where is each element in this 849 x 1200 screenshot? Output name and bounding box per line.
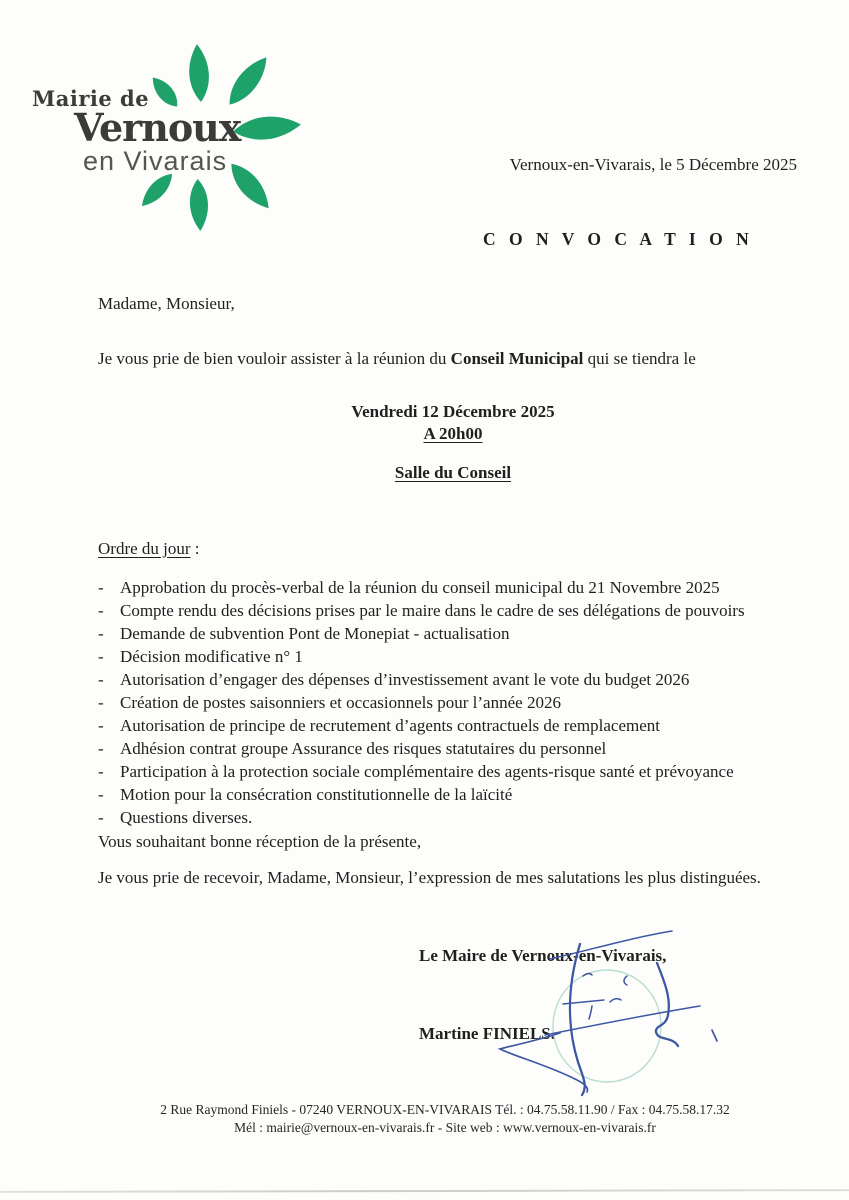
agenda-item-text: Autorisation d’engager des dépenses d’investissement avant le vote du budget 2026: [120, 670, 690, 689]
agenda-item: [98, 622, 798, 645]
logo-text-mairie-de: Mairie de: [32, 86, 150, 111]
agenda-item: [98, 668, 798, 691]
meeting-time: A 20h00: [423, 424, 483, 443]
agenda-item: [98, 714, 798, 737]
signature-ink: [500, 931, 717, 1095]
intro-after: qui se tiendra le: [583, 349, 696, 368]
intro-before: Je vous prie de bien vouloir assister à la réunion du: [98, 349, 451, 368]
agenda-item: [98, 645, 798, 668]
closing-line-2: Je vous prie de recevoir, Madame, Monsieur, l’expression de mes salutations les plus distinguées.: [98, 868, 761, 887]
dateline: Vernoux-en-Vivarais, le 5 Décembre 2025: [509, 155, 797, 174]
agenda-heading: [98, 538, 200, 559]
agenda-item-text: Demande de subvention Pont de Monepiat - actualisation: [120, 624, 510, 643]
agenda-item-text: Autorisation de principe de recrutement d’agents contractuels de remplacement: [120, 716, 660, 735]
agenda-item: [98, 760, 798, 783]
agenda-heading-colon: :: [190, 539, 200, 558]
agenda-item-text: Participation à la protection sociale complémentaire des agents-risque santé et prévoyance: [120, 762, 734, 781]
salutation: Madame, Monsieur,: [98, 294, 235, 313]
agenda-item-dash: -: [98, 785, 104, 804]
footer-address-line: 2 Rue Raymond Finiels - 07240 VERNOUX-EN-VIVARAIS Tél. : 04.75.58.11.90 / Fax : 04.75.58.17.32: [160, 1102, 730, 1117]
agenda-item: [98, 691, 798, 714]
closing-line-1: Vous souhaitant bonne réception de la présente,: [98, 832, 422, 851]
handwritten-signature: [460, 918, 849, 1103]
footer: [40, 1101, 849, 1136]
agenda-item-dash: -: [98, 693, 104, 712]
agenda-item-dash: -: [98, 716, 104, 735]
agenda-item-dash: -: [98, 808, 104, 827]
signature-name: Martine FINIELS.: [419, 1024, 555, 1043]
agenda-item: [98, 806, 798, 829]
agenda-item-text: Création de postes saisonniers et occasionnels pour l’année 2026: [120, 693, 561, 712]
agenda-item-dash: -: [98, 739, 104, 758]
agenda-item: [98, 576, 798, 599]
footer-contact-line: Mél : mairie@vernoux-en-vivarais.fr - Site web : www.vernoux-en-vivarais.fr: [234, 1119, 656, 1135]
agenda-item-dash: -: [98, 624, 104, 643]
signature-role: Le Maire de Vernoux-en-Vivarais,: [419, 946, 667, 965]
meeting-date: Vendredi 12 Décembre 2025: [351, 402, 555, 421]
agenda-item-text: Décision modificative n° 1: [120, 647, 303, 666]
agenda-item-dash: -: [98, 762, 104, 781]
agenda-item-text: Questions diverses.: [120, 808, 253, 827]
agenda-item-dash: -: [98, 670, 104, 689]
meeting-place: Salle du Conseil: [394, 463, 512, 482]
intro-paragraph: [98, 348, 696, 369]
stamp-circle-icon: [553, 970, 661, 1082]
logo-text-vernoux: Vernoux: [74, 105, 241, 150]
agenda-item-dash: -: [98, 601, 104, 620]
scan-edge-line: [0, 1189, 849, 1193]
intro-bold: Conseil Municipal: [450, 349, 584, 368]
agenda-heading-text: Ordre du jour: [98, 539, 191, 558]
agenda-item-text: Motion pour la consécration constitutionnelle de la laïcité: [120, 785, 513, 804]
document-title: C O N V O C A T I O N: [483, 229, 754, 249]
agenda-item: [98, 737, 798, 760]
agenda-item-text: Approbation du procès-verbal de la réunion du conseil municipal du 21 Novembre 2025: [120, 578, 720, 597]
logo-text-en-vivarais: en Vivarais: [83, 146, 228, 176]
agenda-item: [98, 783, 798, 806]
agenda-item-text: Adhésion contrat groupe Assurance des risques statutaires du personnel: [120, 739, 607, 758]
agenda-item: [98, 599, 798, 622]
agenda-item-text: Compte rendu des décisions prises par le maire dans le cadre de ses délégations de pouvoirs: [120, 601, 745, 620]
agenda-item-dash: -: [98, 578, 104, 597]
meeting-block: [253, 401, 653, 484]
agenda-list: [98, 576, 798, 829]
agenda-item-dash: -: [98, 647, 104, 666]
